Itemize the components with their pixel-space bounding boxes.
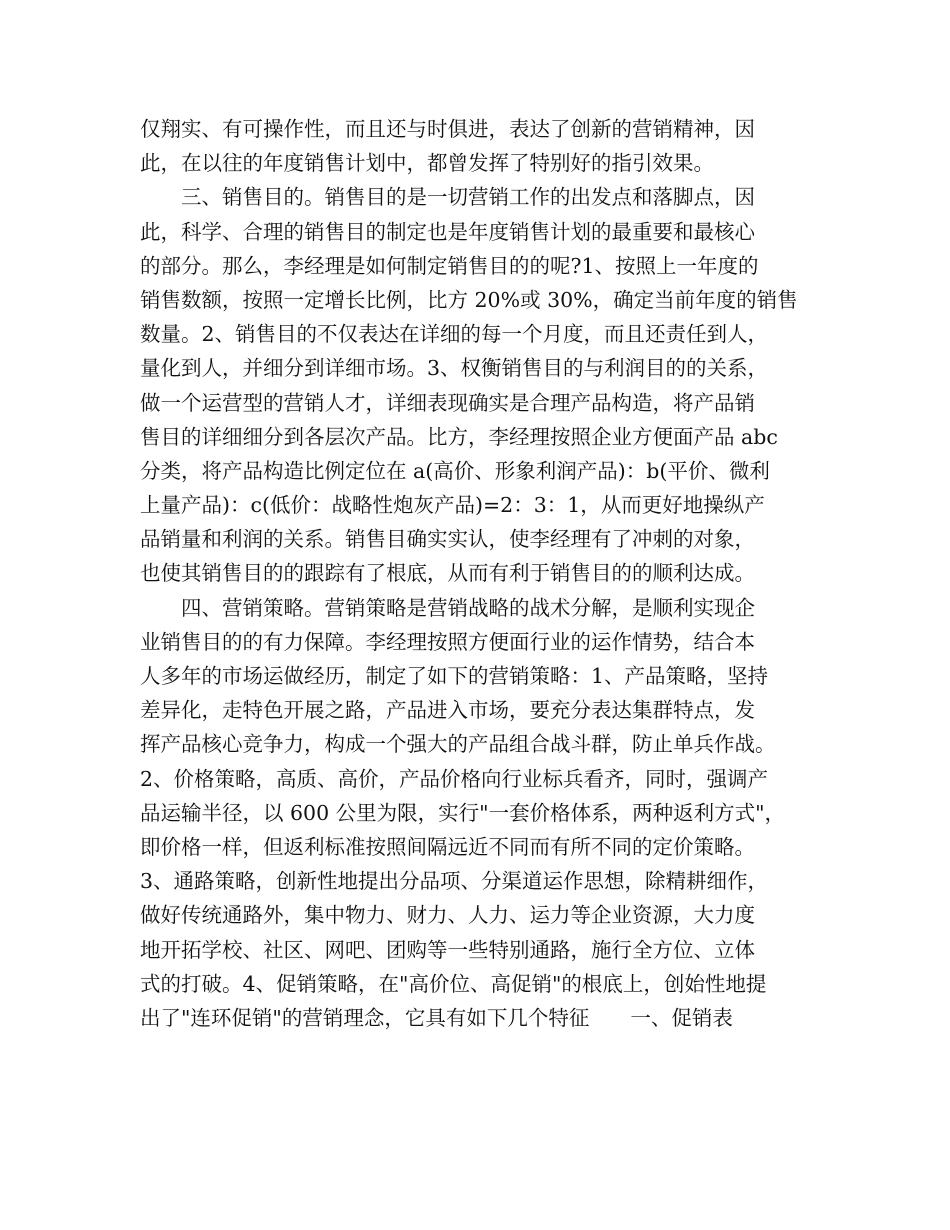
text-line: 品销量和利润的关系。销售目确实实认，使李经理有了冲刺的对象， [140,527,755,552]
text-line: 品运输半径，以 600 公里为限，实行"一套价格体系，两种返利方式"， [140,800,786,825]
text-line: 做好传统通路外，集中物力、财力、人力、运力等企业资源，大力度 [140,903,755,928]
text-line: 四、营销策略。营销策略是营销战略的战术分解，是顺利实现企 [140,595,755,620]
text-line: 地开拓学校、社区、网吧、团购等一些特别通路，施行全方位、立体 [140,937,755,962]
text-line: 即价格一样，但返利标准按照间隔远近不同而有所不同的定价策略。 [140,834,755,859]
text-line: 出了"连环促销"的营销理念，它具有如下几个特征 一、促销表 [140,1005,733,1030]
text-line: 仅翔实、有可操作性，而且还与时俱进，表达了创新的营销精神，因 [140,117,755,141]
text-line: 2、价格策略，高质、高价，产品价格向行业标兵看齐，同时，强调产 [140,766,769,791]
text-line: 业销售目的的有力保障。李经理按照方便面行业的运作情势，结合本 [140,629,755,654]
text-line: 此，科学、合理的销售目的制定也是年度销售计划的最重要和最核心 [140,219,755,244]
text-line: 此，在以往的年度销售计划中，都曾发挥了特别好的指引效果。 [140,151,714,176]
text-line: 三、销售目的。销售目的是一切营销工作的出发点和落脚点，因 [140,185,755,210]
text-line: 的部分。那么，李经理是如何制定销售目的的呢?1、按照上一年度的 [140,253,759,278]
text-line: 数量。2、销售目的不仅表达在详细的每一个月度，而且还责任到人， [140,322,769,347]
text-line: 也使其销售目的的跟踪有了根底，从而有利于销售目的的顺利达成。 [140,561,755,586]
text-line: 人多年的市场运做经历，制定了如下的营销策略：1、产品策略，坚持 [140,664,769,688]
text-line: 做一个运营型的营销人才，详细表现确实是合理产品构造，将产品销 [140,390,755,415]
text-line: 上量产品)：c(低价：战略性炮灰产品)=2：3：1，从而更好地操纵产 [140,493,765,518]
text-line: 销售数额，按照一定增长比例，比方 20%或 30%，确定当前年度的销售 [140,287,798,312]
text-line: 3、通路策略，创新性地提出分品项、分渠道运作思想，除精耕细作， [140,869,769,894]
text-line: 售目的详细细分到各层次产品。比方，李经理按照企业方便面产品 abc [140,424,778,449]
text-line: 量化到人，并细分到详细市场。3、权衡销售目的与利润目的的关系， [140,356,769,381]
text-line: 分类，将产品构造比例定位在 a(高价、形象利润产品)：b(平价、微利 [140,458,770,483]
document-body [140,112,820,1035]
text-line: 式的打破。4、促销策略，在"高价位、高促销"的根底上，创始性地提 [140,971,767,996]
text-line: 挥产品核心竞争力，构成一个强大的产品组合战斗群，防止单兵作战。 [140,732,776,757]
text-line: 差异化，走特色开展之路，产品进入市场，要充分表达集群特点，发 [140,698,755,723]
